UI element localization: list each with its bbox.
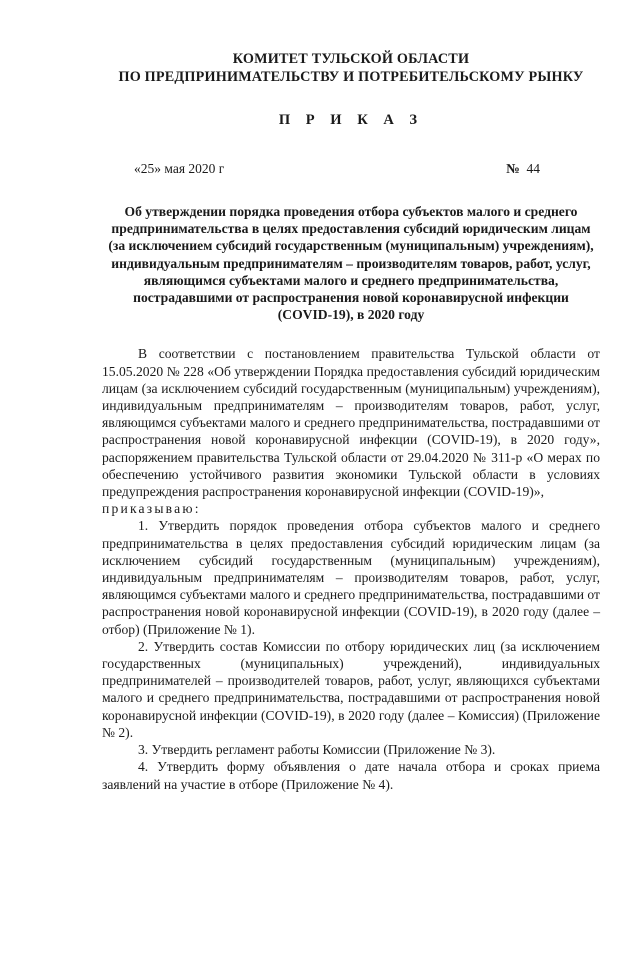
number-sign: № <box>506 161 520 176</box>
number-value: 44 <box>526 161 540 176</box>
item-paragraph: 2. Утвердить состав Комиссии по отбору юридических лиц (за исключением государственных (муниципальных) учреждений), индивидуальных предпринимателей – производителей товаров, работ, услуг, являющихся субъектами малого и среднего предпринимательства, пострадавшими от распространения новой коронавирусной инфекции (COVID-19), в 2020 году (далее – Комиссия) (Приложение № 2). <box>102 638 600 740</box>
document-page <box>0 50 640 953</box>
order-number <box>506 161 540 177</box>
order-word: приказываю: <box>102 501 201 517</box>
order-label: П Р И К А З <box>278 112 424 128</box>
order-body <box>102 345 600 792</box>
issuer-line-2: ПО ПРЕДПРИНИМАТЕЛЬСТВУ И ПОТРЕБИТЕЛЬСКОМУ РЫНКУ <box>118 69 584 85</box>
item-paragraph: 4. Утвердить форму объявления о дате начала отбора и сроках приема заявлений на участие в отборе (Приложение № 4). <box>102 759 600 792</box>
item-paragraph: 1. Утвердить порядок проведения отбора субъектов малого и среднего предпринимательства в целях предоставления субсидий юридическим лицам (за исключением субсидий государственным (муниципальным) учреждениям), индивидуальным предпринимателям – производителям товаров, работ, услуг, являющимся субъектами малого и среднего предпринимательства, пострадавшими от распространения новой коронавирусной инфекции (COVID-19), в 2020 году (далее – отбор) (Приложение № 1). <box>102 518 600 637</box>
preamble-paragraph: В соответствии с постановлением правительства Тульской области от 15.05.2020 № 228 «Об утверждении Порядка предоставления субсидий юридическим лицам (за исключением субсидий государственным (муниципальным) учреждениям), индивидуальным предпринимателям – производителям товаров, работ, услуг, являющимся субъектами малого и среднего предпринимательства, пострадавшими от распространения новой коронавирусной инфекции (COVID-19), в 2020 году», распоряжением правительства Тульской области от 29.04.2020 № 311-р «О мерах по обеспечению устойчивого развития экономики Тульской области в условиях предупреждения распространения коронавирусной инфекции (COVID-19)», <box>102 346 600 500</box>
issuer-header <box>102 50 600 86</box>
item-paragraph: 3. Утвердить регламент работы Комиссии (Приложение № 3). <box>138 742 496 758</box>
order-title: Об утверждении порядка проведения отбора субъектов малого и среднего предпринимательства в целях предоставления субсидий юридическим лицам (за исключением субсидий государственным (муниципальным) учреждениям), индивидуальным предпринимателям – производителям товаров, работ, услуг, являющимся субъектами малого и среднего предпринимательства, пострадавшими от распространения новой коронавирусной инфекции (COVID-19), в 2020 году <box>108 204 594 323</box>
date-number-line <box>102 161 600 177</box>
issuer-line-1: КОМИТЕТ ТУЛЬСКОЙ ОБЛАСТИ <box>232 51 470 67</box>
order-date: «25» мая 2020 г <box>134 161 225 176</box>
